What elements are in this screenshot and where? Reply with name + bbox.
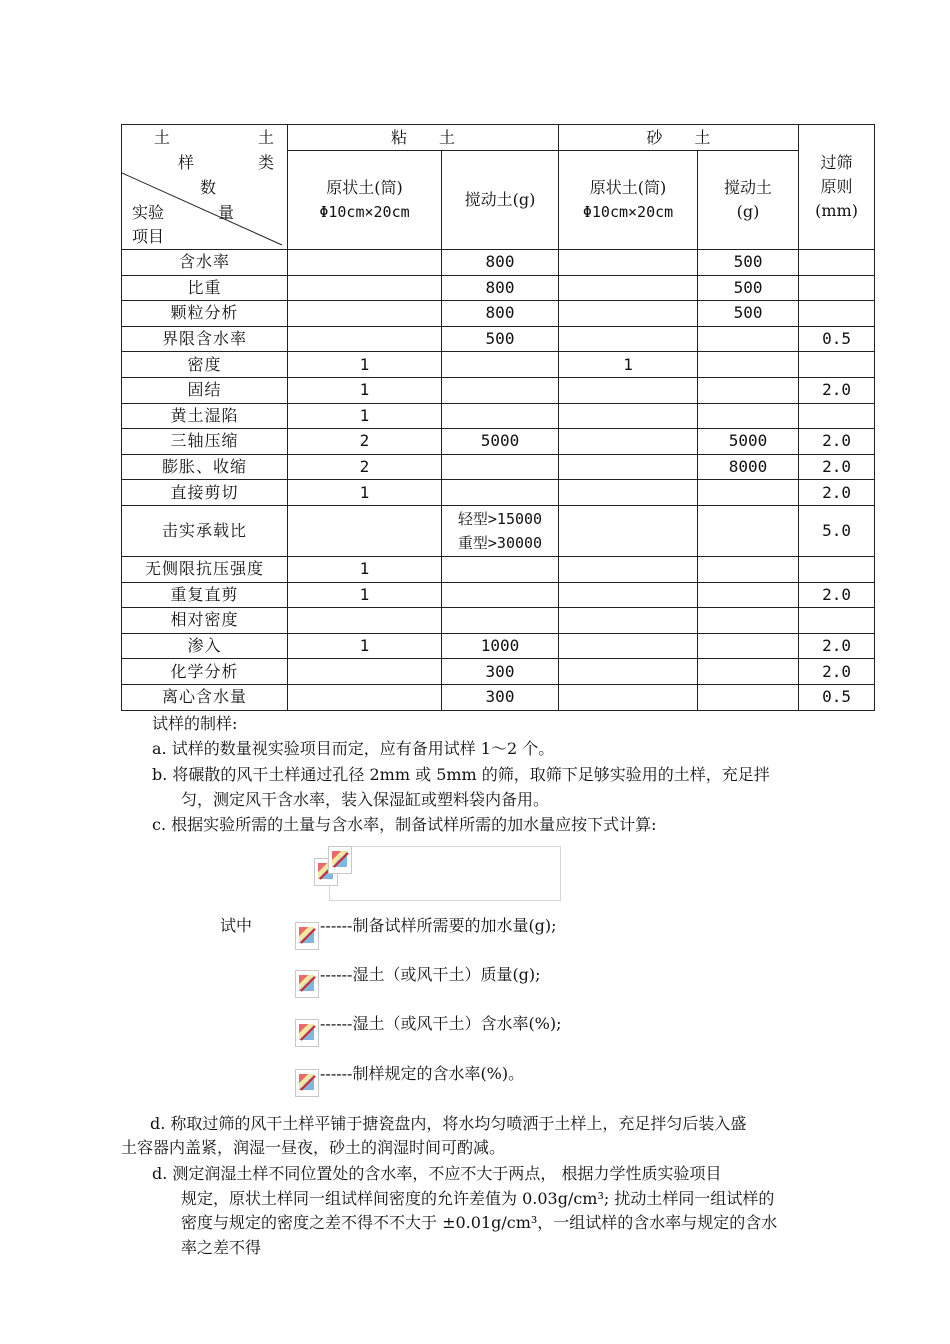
row-label: 黄土湿陷	[122, 403, 288, 429]
cell-sand-original: 1	[559, 352, 698, 378]
cell-sieve: 0.5	[799, 684, 875, 710]
group-header-sand: 砂 土	[559, 125, 799, 151]
cell-sand-mixed	[698, 377, 799, 403]
definition-4: ------制样规定的含水率(%)。	[320, 1064, 525, 1083]
cell-clay-mixed	[442, 608, 559, 634]
para-b-line1: b. 将碾散的风干土样通过孔径 2mm 或 5mm 的筛，取筛下足够实验用的土样，充足拌	[152, 765, 770, 784]
section-heading: 试样的制样:	[152, 714, 238, 733]
corner-text-yang: 样	[178, 153, 195, 172]
table-row	[122, 480, 875, 506]
cell-clay-mixed-line1: 轻型>15000	[457, 509, 543, 528]
row-label: 化学分析	[122, 659, 288, 685]
formula-frame	[329, 846, 561, 901]
corner-text-lei: 类	[258, 153, 275, 172]
cell-clay-original: 2	[288, 429, 442, 455]
sieve-header-line2: 原则	[820, 177, 853, 196]
cell-sieve	[799, 250, 875, 276]
corner-text-tu-right: 土	[258, 128, 275, 147]
cell-sieve	[799, 301, 875, 327]
cell-clay-original: 1	[288, 556, 442, 582]
row-label: 相对密度	[122, 608, 288, 634]
table-row	[122, 582, 875, 608]
row-label: 无侧限抗压强度	[122, 556, 288, 582]
cell-sieve: 2.0	[799, 633, 875, 659]
table-row	[122, 608, 875, 634]
cell-sand-original	[559, 633, 698, 659]
cell-clay-mixed	[442, 480, 559, 506]
cell-sand-original	[559, 684, 698, 710]
cell-sand-original	[559, 250, 698, 276]
subheader-clay-original-line1: 原状土(筒)	[326, 178, 403, 197]
cell-sand-original	[559, 275, 698, 301]
subheader-sand-original-line1: 原状土(筒)	[589, 178, 667, 197]
cell-sand-original	[559, 326, 698, 352]
subheader-clay-original-line2: Φ10cm×20cm	[319, 203, 410, 221]
cell-clay-mixed	[442, 505, 559, 556]
row-label: 直接剪切	[122, 480, 288, 506]
shizhong-label: 试中	[220, 916, 253, 935]
table-row	[122, 326, 875, 352]
table-row	[122, 659, 875, 685]
row-label: 密度	[122, 352, 288, 378]
table-row	[122, 684, 875, 710]
cell-sieve	[799, 608, 875, 634]
cell-clay-original	[288, 659, 442, 685]
cell-sand-mixed	[698, 556, 799, 582]
cell-sieve: 2.0	[799, 659, 875, 685]
table-row	[122, 556, 875, 582]
corner-text-shu: 数	[200, 178, 217, 197]
table-row	[122, 505, 875, 556]
cell-clay-mixed	[442, 556, 559, 582]
cell-sand-original	[559, 556, 698, 582]
subheader-clay-mixed: 搅动土(g)	[442, 151, 559, 250]
para-d2-line1: d. 测定润湿土样不同位置处的含水率，不应不大于两点， 根据力学性质实验项目	[152, 1164, 722, 1183]
symbol-image-icon-1	[295, 922, 319, 950]
cell-clay-mixed: 1000	[442, 633, 559, 659]
definition-1: ------制备试样所需要的加水量(g);	[320, 916, 557, 935]
cell-clay-original	[288, 301, 442, 327]
table-row	[122, 250, 875, 276]
cell-clay-mixed	[442, 352, 559, 378]
para-a: a. 试样的数量视实验项目而定，应有备用试样 1～2 个。	[152, 739, 555, 758]
cell-sieve	[799, 275, 875, 301]
subheader-sand-original-line2: Φ10cm×20cm	[582, 203, 674, 221]
para-d1-line1: d. 称取过筛的风干土样平铺于搪瓷盘内，将水均匀喷洒于土样上，充足拌匀后装入盛	[150, 1114, 747, 1133]
cell-clay-original: 1	[288, 633, 442, 659]
row-label: 颗粒分析	[122, 301, 288, 327]
cell-sand-mixed	[698, 403, 799, 429]
cell-sand-mixed: 500	[698, 275, 799, 301]
row-label: 三轴压缩	[122, 429, 288, 455]
cell-clay-mixed	[442, 377, 559, 403]
corner-text-liang: 量	[218, 203, 235, 222]
row-label: 膨胀、收缩	[122, 454, 288, 480]
cell-sand-mixed	[698, 326, 799, 352]
cell-sand-original	[559, 403, 698, 429]
sieve-header-line3: (mm)	[815, 201, 858, 220]
cell-clay-mixed: 300	[442, 659, 559, 685]
cell-sieve: 2.0	[799, 454, 875, 480]
table-row	[122, 454, 875, 480]
subheader-sand-mixed	[698, 151, 799, 250]
cell-clay-original	[288, 250, 442, 276]
cell-sieve: 2.0	[799, 377, 875, 403]
para-d2-line2: 规定，原状土样同一组试样间密度的允许差值为 0.03g/cm³; 扰动土样同一组试样的	[181, 1189, 775, 1208]
cell-clay-mixed: 800	[442, 250, 559, 276]
row-label: 固结	[122, 377, 288, 403]
cell-clay-original	[288, 505, 442, 556]
table-row	[122, 429, 875, 455]
sieve-header-line1: 过筛	[820, 153, 853, 172]
subheader-sand-mixed-line2: (g)	[736, 202, 760, 221]
cell-clay-mixed	[442, 454, 559, 480]
para-b-line2: 匀，测定风干含水率，装入保湿缸或塑料袋内备用。	[181, 790, 550, 809]
cell-sand-original	[559, 608, 698, 634]
table-row	[122, 275, 875, 301]
definition-2: ------湿土（或风干土）质量(g);	[320, 965, 541, 984]
cell-sand-mixed: 8000	[698, 454, 799, 480]
cell-clay-mixed	[442, 403, 559, 429]
para-d2-line3: 密度与规定的密度之差不得不不大于 ±0.01g/cm³，一组试样的含水率与规定的含水	[181, 1213, 778, 1232]
row-label: 比重	[122, 275, 288, 301]
cell-sand-mixed	[698, 505, 799, 556]
corner-text-shiyan: 实验	[132, 203, 165, 222]
cell-clay-mixed: 800	[442, 275, 559, 301]
row-label: 渗入	[122, 633, 288, 659]
cell-sieve	[799, 352, 875, 378]
cell-sieve: 0.5	[799, 326, 875, 352]
para-d2-line4: 率之差不得	[181, 1238, 262, 1257]
symbol-image-icon-3	[295, 1019, 319, 1047]
cell-clay-original: 1	[288, 403, 442, 429]
cell-sand-original	[559, 301, 698, 327]
subheader-sand-mixed-line1: 搅动土	[724, 178, 773, 197]
cell-sand-mixed	[698, 608, 799, 634]
cell-sand-original	[559, 454, 698, 480]
cell-sand-mixed: 500	[698, 250, 799, 276]
symbol-image-icon-2	[295, 970, 319, 998]
formula-image-icon-2	[328, 846, 352, 874]
cell-sand-mixed	[698, 633, 799, 659]
cell-sieve	[799, 556, 875, 582]
row-label: 含水率	[122, 250, 288, 276]
table-row	[122, 377, 875, 403]
cell-clay-original: 1	[288, 582, 442, 608]
cell-clay-original: 1	[288, 377, 442, 403]
cell-sand-mixed	[698, 480, 799, 506]
cell-clay-mixed: 300	[442, 684, 559, 710]
cell-sand-original	[559, 429, 698, 455]
table-row	[122, 352, 875, 378]
cell-clay-mixed: 5000	[442, 429, 559, 455]
cell-sand-original	[559, 480, 698, 506]
definition-3: ------湿土（或风干土）含水率(%);	[320, 1014, 562, 1033]
row-label: 界限含水率	[122, 326, 288, 352]
cell-sand-original	[559, 505, 698, 556]
cell-sand-original	[559, 582, 698, 608]
cell-clay-original	[288, 275, 442, 301]
diagonal-header-cell	[122, 125, 288, 250]
subheader-clay-original	[288, 151, 442, 250]
cell-sand-mixed	[698, 659, 799, 685]
cell-clay-mixed-line2: 重型>30000	[457, 533, 543, 552]
cell-sand-original	[559, 659, 698, 685]
cell-clay-original	[288, 684, 442, 710]
para-d1-line2: 土容器内盖紧，润湿一昼夜，砂土的润湿时间可酌减。	[121, 1138, 506, 1157]
symbol-image-icon-4	[295, 1069, 319, 1097]
cell-clay-mixed: 500	[442, 326, 559, 352]
corner-text-xiangmu: 项目	[132, 227, 165, 246]
group-header-clay: 粘 土	[288, 125, 559, 151]
cell-sieve: 2.0	[799, 429, 875, 455]
cell-clay-mixed: 800	[442, 301, 559, 327]
cell-sand-original	[559, 377, 698, 403]
sample-quantity-table	[121, 124, 875, 711]
cell-clay-original: 1	[288, 480, 442, 506]
cell-sieve: 2.0	[799, 480, 875, 506]
cell-sand-mixed	[698, 352, 799, 378]
cell-sieve	[799, 403, 875, 429]
cell-sieve: 2.0	[799, 582, 875, 608]
sieve-header	[799, 125, 875, 250]
cell-sand-mixed	[698, 684, 799, 710]
table-row	[122, 633, 875, 659]
cell-clay-original	[288, 608, 442, 634]
row-label: 重复直剪	[122, 582, 288, 608]
table-row	[122, 403, 875, 429]
cell-sand-mixed: 500	[698, 301, 799, 327]
cell-clay-mixed	[442, 582, 559, 608]
cell-sand-mixed: 5000	[698, 429, 799, 455]
row-label: 离心含水量	[122, 684, 288, 710]
cell-clay-original	[288, 326, 442, 352]
cell-clay-original: 2	[288, 454, 442, 480]
cell-sieve: 5.0	[799, 505, 875, 556]
table-row	[122, 301, 875, 327]
para-c: c. 根据实验所需的土量与含水率，制备试样所需的加水量应按下式计算:	[152, 815, 657, 834]
subheader-sand-original	[559, 151, 698, 250]
cell-clay-original: 1	[288, 352, 442, 378]
row-label: 击实承载比	[122, 505, 288, 556]
corner-text-tu-left: 土	[154, 128, 171, 147]
cell-sand-mixed	[698, 582, 799, 608]
